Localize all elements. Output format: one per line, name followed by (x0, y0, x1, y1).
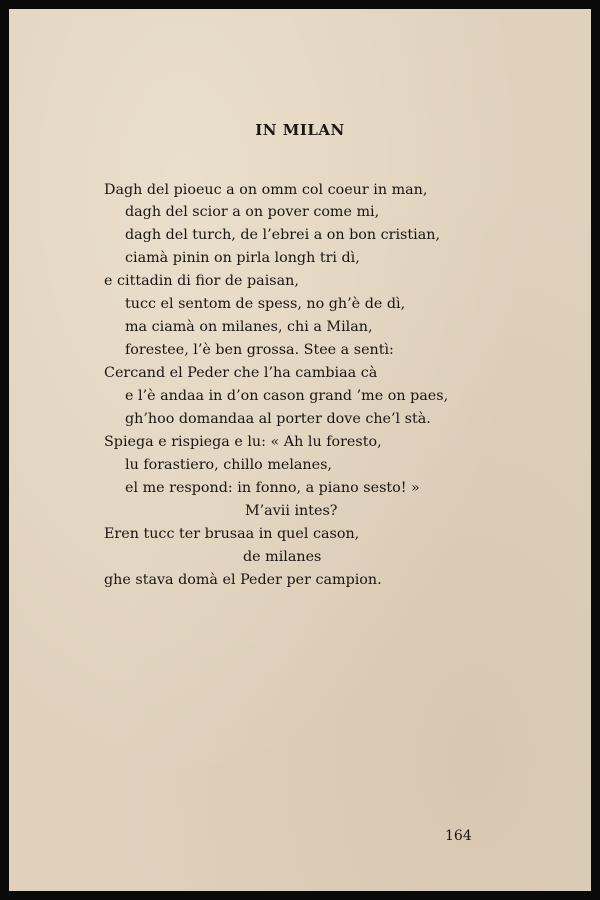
poem-line: M’avii intes? (245, 503, 338, 519)
poem-line: e cittadin di fior de paisan, (104, 273, 299, 289)
poem-line: Spiega e rispiega e lu: « Ah lu foresto, (104, 434, 382, 450)
poem-line: Eren tucc ter brusaa in quel cason, (104, 526, 360, 542)
book-page (9, 9, 591, 891)
page-number: 164 (445, 828, 472, 844)
poem-line: lu forastiero, chillo melanes, (125, 457, 332, 473)
poem-line: dagh del scior a on pover come mi, (125, 204, 380, 220)
poem-line: el me respond: in fonno, a piano sesto! » (125, 480, 420, 496)
poem-line: de milanes (243, 549, 322, 565)
poem-line: forestee, l’è ben grossa. Stee a sentì: (125, 342, 394, 358)
poem-line: ciamà pinin on pirla longh tri dì, (125, 250, 360, 266)
poem-line: ghe stava domà el Peder per campion. (104, 572, 382, 588)
poem-line: ma ciamà on milanes, chi a Milan, (125, 319, 373, 335)
poem-title: IN MILAN (255, 121, 345, 139)
poem-line: gh’hoo domandaa al porter dove che’l stà. (125, 411, 431, 427)
poem-line: Cercand el Peder che l’ha cambiaa cà (104, 365, 378, 381)
poem-line: Dagh del pioeuc a on omm col coeur in man, (104, 182, 428, 198)
poem-line: e l’è andaa in d’on cason grand ’me on paes, (125, 388, 449, 404)
poem-line: dagh del turch, de l’ebrei a on bon cristian, (125, 227, 440, 243)
poem-line: tucc el sentom de spess, no gh’è de dì, (125, 296, 406, 312)
